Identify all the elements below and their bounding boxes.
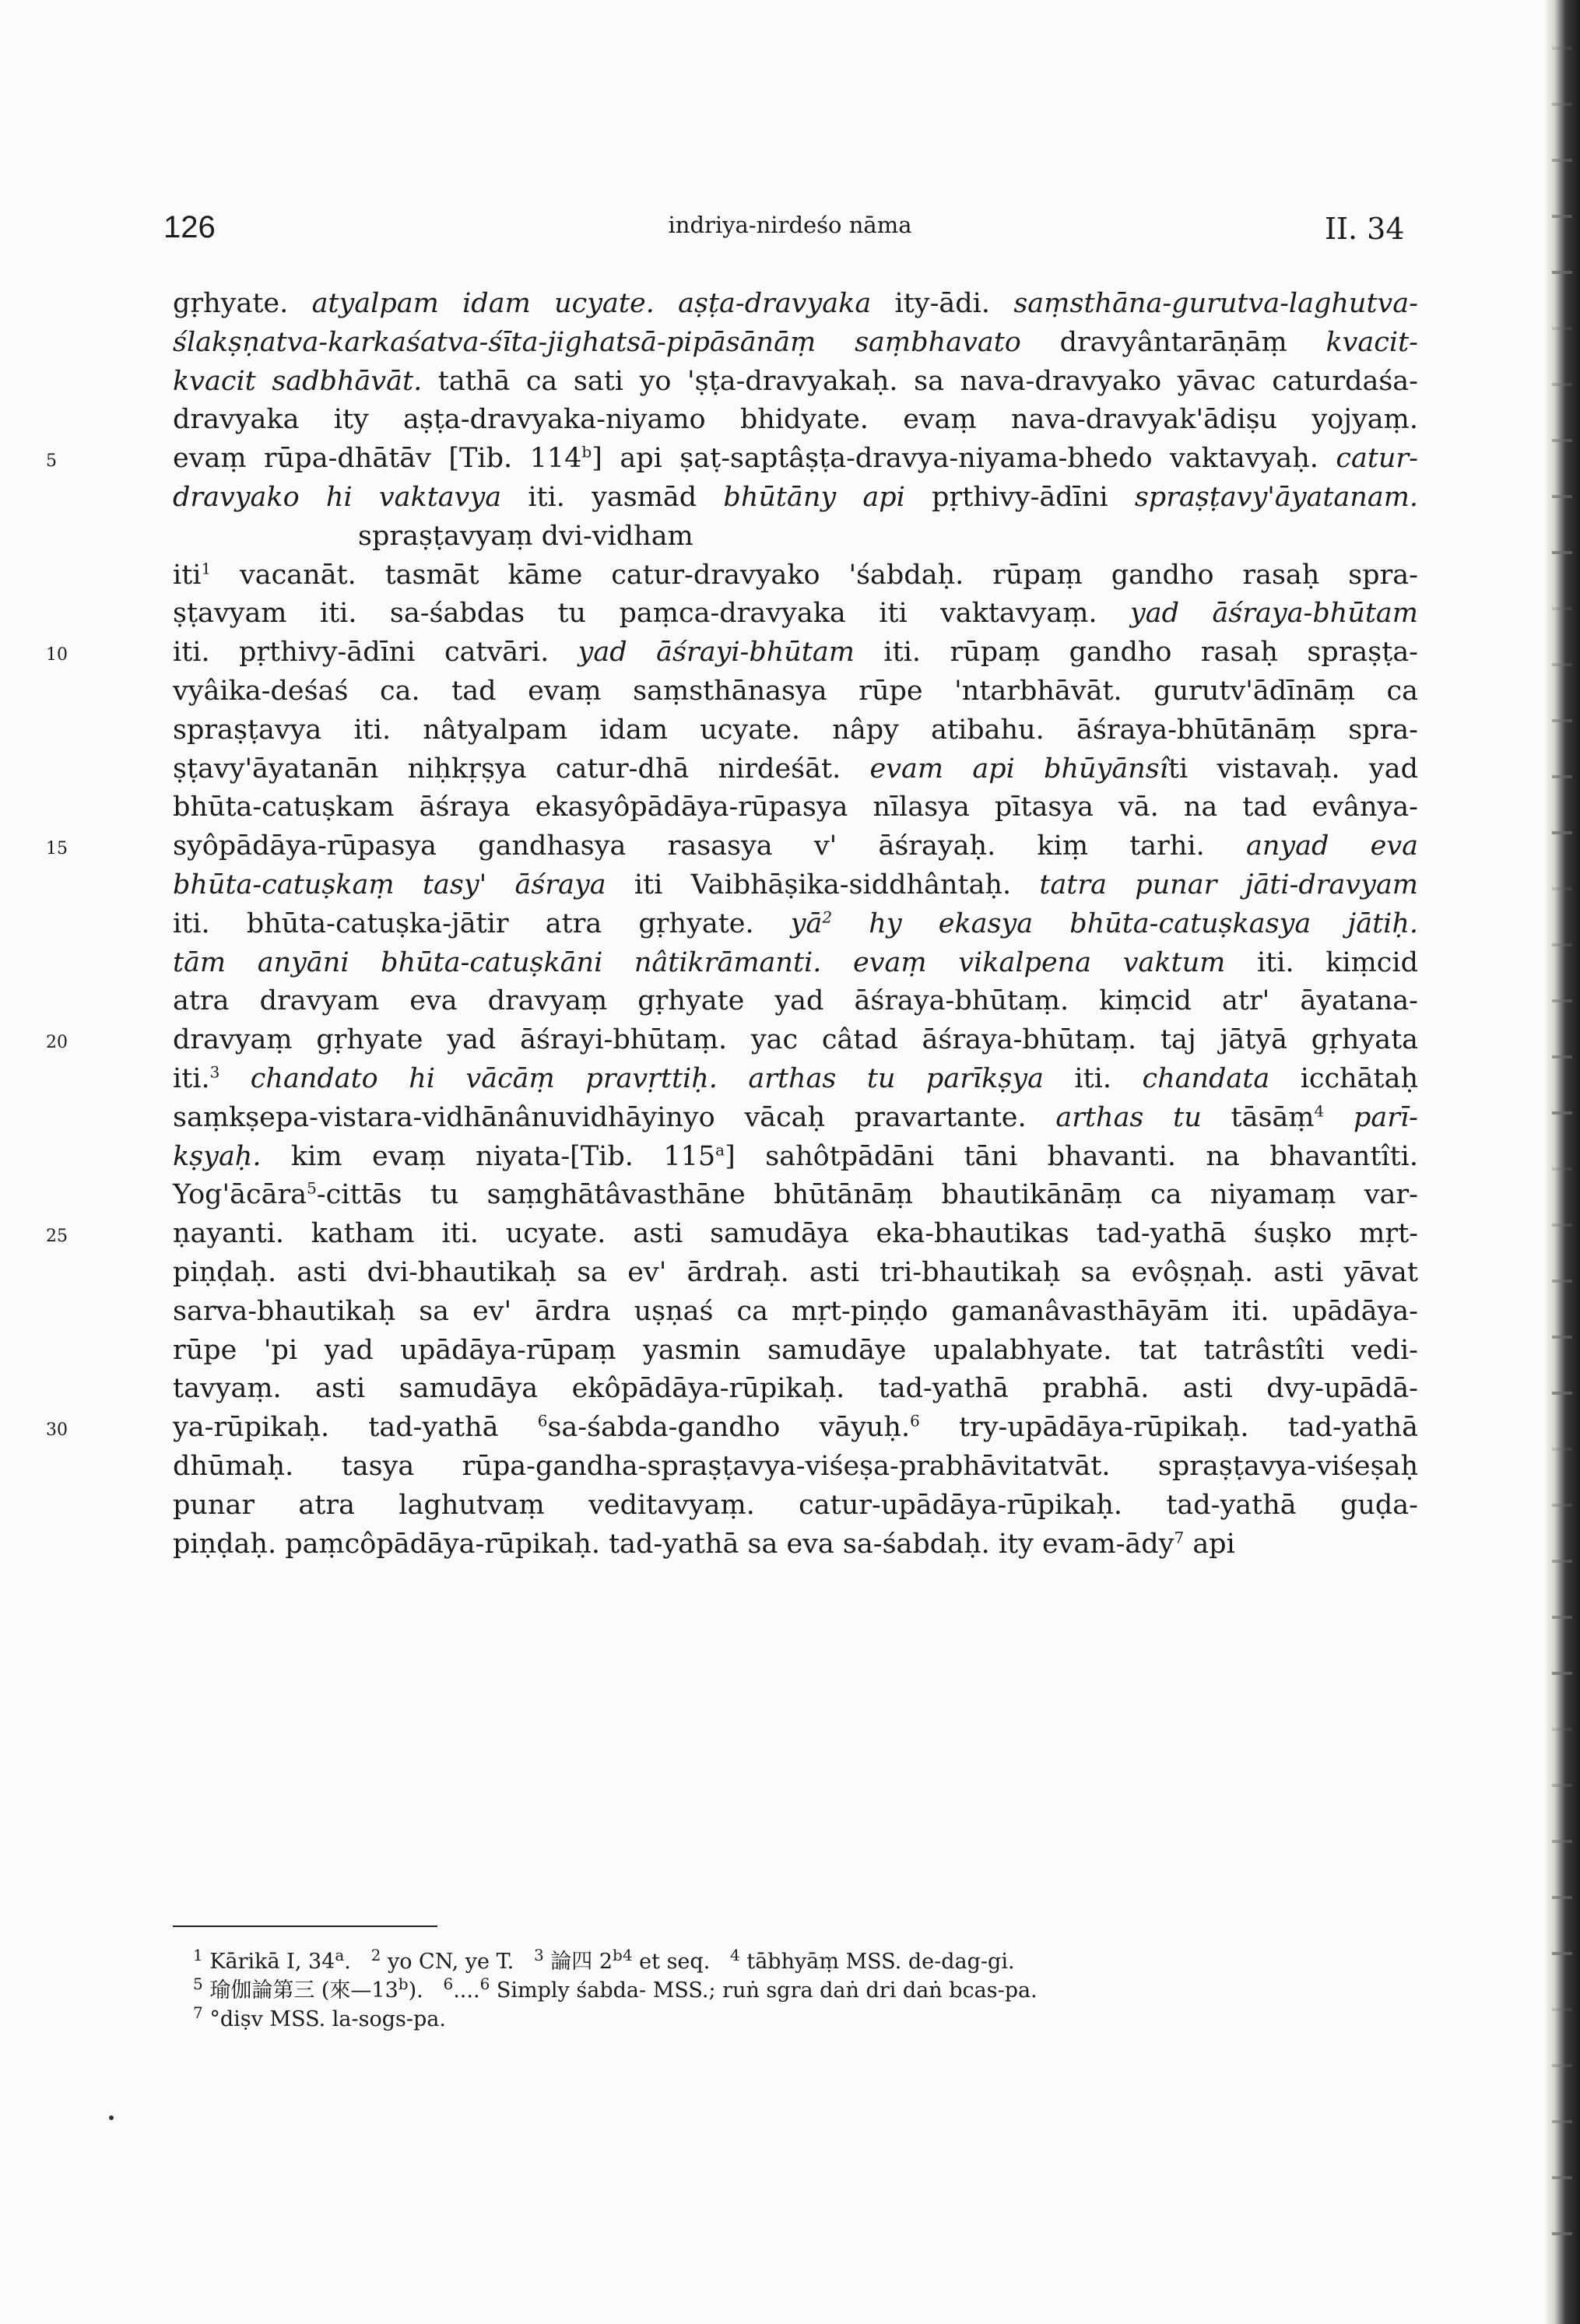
scan-edge-speck bbox=[1552, 271, 1572, 274]
text-line: kṣyaḥ. kim evaṃ niyata-[Tib. 115$^a$] sahôtpādāni tāni bhavanti. na bhavantîti. bbox=[173, 1139, 1418, 1172]
text-line: bhūta-catuṣkaṃ tasy' āśraya iti Vaibhāṣika-siddhântaḥ. tatra punar jāti-dravyam bbox=[173, 869, 1418, 900]
text-line: spraṣṭavyaṃ dvi-vidham bbox=[358, 520, 693, 552]
main-text bbox=[46, 285, 1419, 1564]
scan-edge-speck bbox=[1552, 1504, 1572, 1507]
text-line: ṣṭavy'āyatanān niḥkṛṣya catur-dhā nirdeśāt. evam api bhūyānsîti vistavaḥ. yad bbox=[173, 753, 1418, 785]
text-line: bhūta-catuṣkam āśraya ekasyôpādāya-rūpasya nīlasya pītasya vā. na tad evânya- bbox=[173, 792, 1418, 823]
text-line: spraṣṭavya iti. nâtyalpam idam ucyate. nâpy atibahu. āśraya-bhūtānāṃ spra- bbox=[173, 714, 1418, 746]
text-line: dravyako hi vaktavya iti. yasmād bhūtāny api pṛthivy-ādīni spraṣṭavy'āyatanam. bbox=[173, 481, 1419, 513]
scan-edge-shadow bbox=[1544, 0, 1580, 2324]
footnotes bbox=[193, 1947, 1038, 2034]
scan-edge-speck bbox=[1552, 2232, 1572, 2235]
scan-edge-speck bbox=[1552, 1336, 1572, 1339]
text-line: ṣṭavyam iti. sa-śabdas tu paṃca-dravyaka iti vaktavyaṃ. yad āśraya-bhūtam bbox=[173, 598, 1418, 630]
line-number: 30 bbox=[46, 1420, 68, 1441]
scan-edge-speck bbox=[1552, 103, 1572, 106]
scan-speck bbox=[109, 2115, 114, 2120]
line-number: 10 bbox=[46, 645, 68, 665]
text-line: gṛhyate. atyalpam idam ucyate. aṣṭa-dravyaka ity-ādi. saṃsthāna-gurutva-laghutva- bbox=[173, 288, 1418, 319]
text-line: dravyaṃ gṛhyate yad āśrayi-bhūtaṃ. yac câtad āśraya-bhūtaṃ. taj jātyā gṛhyata 20 bbox=[173, 1021, 1418, 1060]
text-line: dravyaka ity aṣṭa-dravyaka-niyamo bhidyate. evaṃ nava-dravyak'ādiṣu yojyaṃ. bbox=[173, 404, 1418, 436]
scan-edge-speck bbox=[1552, 159, 1572, 162]
scan-edge-speck bbox=[1552, 1448, 1572, 1451]
scan-edge-speck bbox=[1552, 2008, 1572, 2011]
text-line: ṇayanti. katham iti. ucyate. asti samudāya eka-bhautikas tad-yathā śuṣko mṛt- 25 bbox=[173, 1215, 1418, 1254]
scan-edge-speck bbox=[1552, 1055, 1572, 1058]
running-title: indriya-nirdeśo nāma bbox=[668, 212, 912, 238]
scan-edge-speck bbox=[1552, 943, 1572, 946]
scan-edge-speck bbox=[1552, 1896, 1572, 1899]
text-line: dhūmaḥ. tasya rūpa-gandha-spraṣṭavya-viśeṣa-prabhāvitatvāt. spraṣṭavya-viśeṣaḥ bbox=[173, 1450, 1418, 1482]
text-line: iti. bhūta-catuṣka-jātir atra gṛhyate. $yā^2$ hy ekasya bhūta-catuṣkasya jātiḥ. bbox=[173, 907, 1418, 939]
text-line: vyâika-deśaś ca. tad evaṃ saṃsthānasya rūpe 'ntarbhāvāt. gurutv'ādīnāṃ ca bbox=[173, 675, 1418, 707]
scan-edge-speck bbox=[1552, 1952, 1572, 1955]
text-line: tavyaṃ. asti samudāya ekôpādāya-rūpikaḥ. tad-yathā prabhā. asti dvy-upādā- bbox=[173, 1373, 1418, 1405]
text-line: tām anyāni bhūta-catuṣkāni nâtikrāmanti. evaṃ vikalpena vaktum iti. kiṃcid bbox=[173, 946, 1418, 978]
scan-edge-speck bbox=[1552, 1280, 1572, 1283]
scan-edge-speck bbox=[1552, 663, 1572, 666]
scan-edge-speck bbox=[1552, 551, 1572, 554]
scan-edge-speck bbox=[1552, 1223, 1572, 1227]
scan-edge-speck bbox=[1552, 607, 1572, 610]
scan-edge-speck bbox=[1552, 2064, 1572, 2067]
text-line: piṇḍaḥ. asti dvi-bhautikaḥ sa ev' ārdraḥ. asti tri-bhautikaḥ sa evôṣṇaḥ. asti yāvat bbox=[173, 1256, 1418, 1288]
section-reference: II. 34 bbox=[1325, 212, 1405, 246]
text-line: evaṃ rūpa-dhātāv [Tib. 114$^b$] api ṣaṭ-saptâṣṭa-dravya-niyama-bhedo vaktavyaḥ. catur- 5 bbox=[173, 440, 1418, 479]
text-line: saṃkṣepa-vistara-vidhānânuvidhāyinyo vācaḥ pravartante. arthas tu tāsāṃ$^4$ parī- bbox=[173, 1101, 1419, 1133]
scan-edge-speck bbox=[1552, 47, 1572, 50]
scan-edge-speck bbox=[1552, 775, 1572, 778]
text-line: iti.$^3$ chandato hi vācāṃ pravṛttiḥ. arthas tu parīkṣya iti. chandata icchātaḥ bbox=[173, 1062, 1418, 1094]
scan-edge-speck bbox=[1552, 495, 1572, 498]
scan-edge-speck bbox=[1552, 1728, 1572, 1731]
footnote-rule bbox=[173, 1926, 437, 1927]
text-line: sarva-bhautikaḥ sa ev' ārdra uṣṇaś ca mṛt-piṇḍo gamanâvasthāyām iti. upādāya- bbox=[173, 1295, 1418, 1327]
text-line: kvacit sadbhāvāt. tathā ca sati yo 'ṣṭa-dravyakaḥ. sa nava-dravyako yāvac caturdaśa- bbox=[173, 365, 1418, 397]
text-line: piṇḍaḥ. paṃcôpādāya-rūpikaḥ. tad-yathā sa eva sa-śabdaḥ. ity evam-ādy$^7$ api bbox=[173, 1527, 1235, 1560]
text-line: syôpādāya-rūpasya gandhasya rasasya v' āśrayaḥ. kiṃ tarhi. anyad eva 15 bbox=[173, 827, 1418, 866]
scan-edge-speck bbox=[1552, 1167, 1572, 1171]
page-number: 126 bbox=[163, 210, 216, 244]
scan-edge-speck bbox=[1552, 1111, 1572, 1115]
text-line: ya-rūpikaḥ. tad-yathā $^6$sa-śabda-gandho vāyuḥ.$^6$ try-upādāya-rūpikaḥ. tad-yathā 30 bbox=[173, 1409, 1418, 1448]
scan-edge-speck bbox=[1552, 887, 1572, 890]
footnote-line: $^7$ °diṣv MSS. la-sogs-pa. bbox=[193, 2003, 446, 2031]
line-number: 20 bbox=[46, 1033, 68, 1053]
text-line: rūpe 'pi yad upādāya-rūpaṃ yasmin samudāye upalabhyate. tat tatrâstîti vedi- bbox=[173, 1334, 1418, 1366]
scan-edge-speck bbox=[1552, 1560, 1572, 1563]
line-number: 25 bbox=[46, 1227, 68, 1247]
line-number: 5 bbox=[46, 451, 57, 472]
line-number: 15 bbox=[46, 839, 68, 859]
footnote-line: $^5$ 瑜伽論第三 (來—13$^b$). $^6$....$^6$ Simply śabda- MSS.; ruṅ sgra daṅ dri daṅ bcas-pa. bbox=[193, 1975, 1038, 2003]
footnote-line: $^1$ Kārikā I, 34$^a$. $^2$ yo CN, ye T. $^3$ 論四 $2^{b4}$ et seq. $^4$ tābhyāṃ MSS. de-dag-gi. bbox=[193, 1946, 1015, 1974]
text-line: atra dravyam eva dravyaṃ gṛhyate yad āśraya-bhūtaṃ. kiṃcid atr' āyatana- bbox=[173, 985, 1418, 1017]
scan-edge-speck bbox=[1552, 719, 1572, 722]
scan-edge-speck bbox=[1552, 1784, 1572, 1787]
text-line: punar atra laghutvaṃ veditavyaṃ. catur-upādāya-rūpikaḥ. tad-yathā guḍa- bbox=[173, 1489, 1418, 1521]
scan-edge-speck bbox=[1552, 2120, 1572, 2123]
scan-edge-speck bbox=[1552, 439, 1572, 442]
scan-edge-speck bbox=[1552, 1616, 1572, 1619]
text-line: Yog'ācāra$^5$-cittās tu saṃghātâvasthāne bhūtānāṃ bhautikānāṃ ca niyamaṃ var- bbox=[173, 1178, 1418, 1211]
scan-edge-speck bbox=[1552, 1840, 1572, 1843]
scan-edge-speck bbox=[1552, 2176, 1572, 2179]
scan-edge-speck bbox=[1552, 831, 1572, 834]
scan-edge-speck bbox=[1552, 1392, 1572, 1395]
scan-edge-speck bbox=[1552, 383, 1572, 386]
text-line: ślakṣṇatva-karkaśatva-śīta-jighatsā-pipāsānāṃ saṃbhavato dravyântarāṇāṃ kvacit- bbox=[173, 326, 1418, 358]
text-line: iti. pṛthivy-ādīni catvāri. yad āśrayi-bhūtam iti. rūpaṃ gandho rasaḥ spraṣṭa- 10 bbox=[173, 634, 1418, 672]
scan-edge-speck bbox=[1552, 1672, 1572, 1675]
scan-edge-speck bbox=[1552, 999, 1572, 1002]
scan-edge-speck bbox=[1552, 327, 1572, 330]
text-line: iti$^1$ vacanāt. tasmāt kāme catur-dravyako 'śabdaḥ. rūpaṃ gandho rasaḥ spra- bbox=[173, 558, 1418, 591]
